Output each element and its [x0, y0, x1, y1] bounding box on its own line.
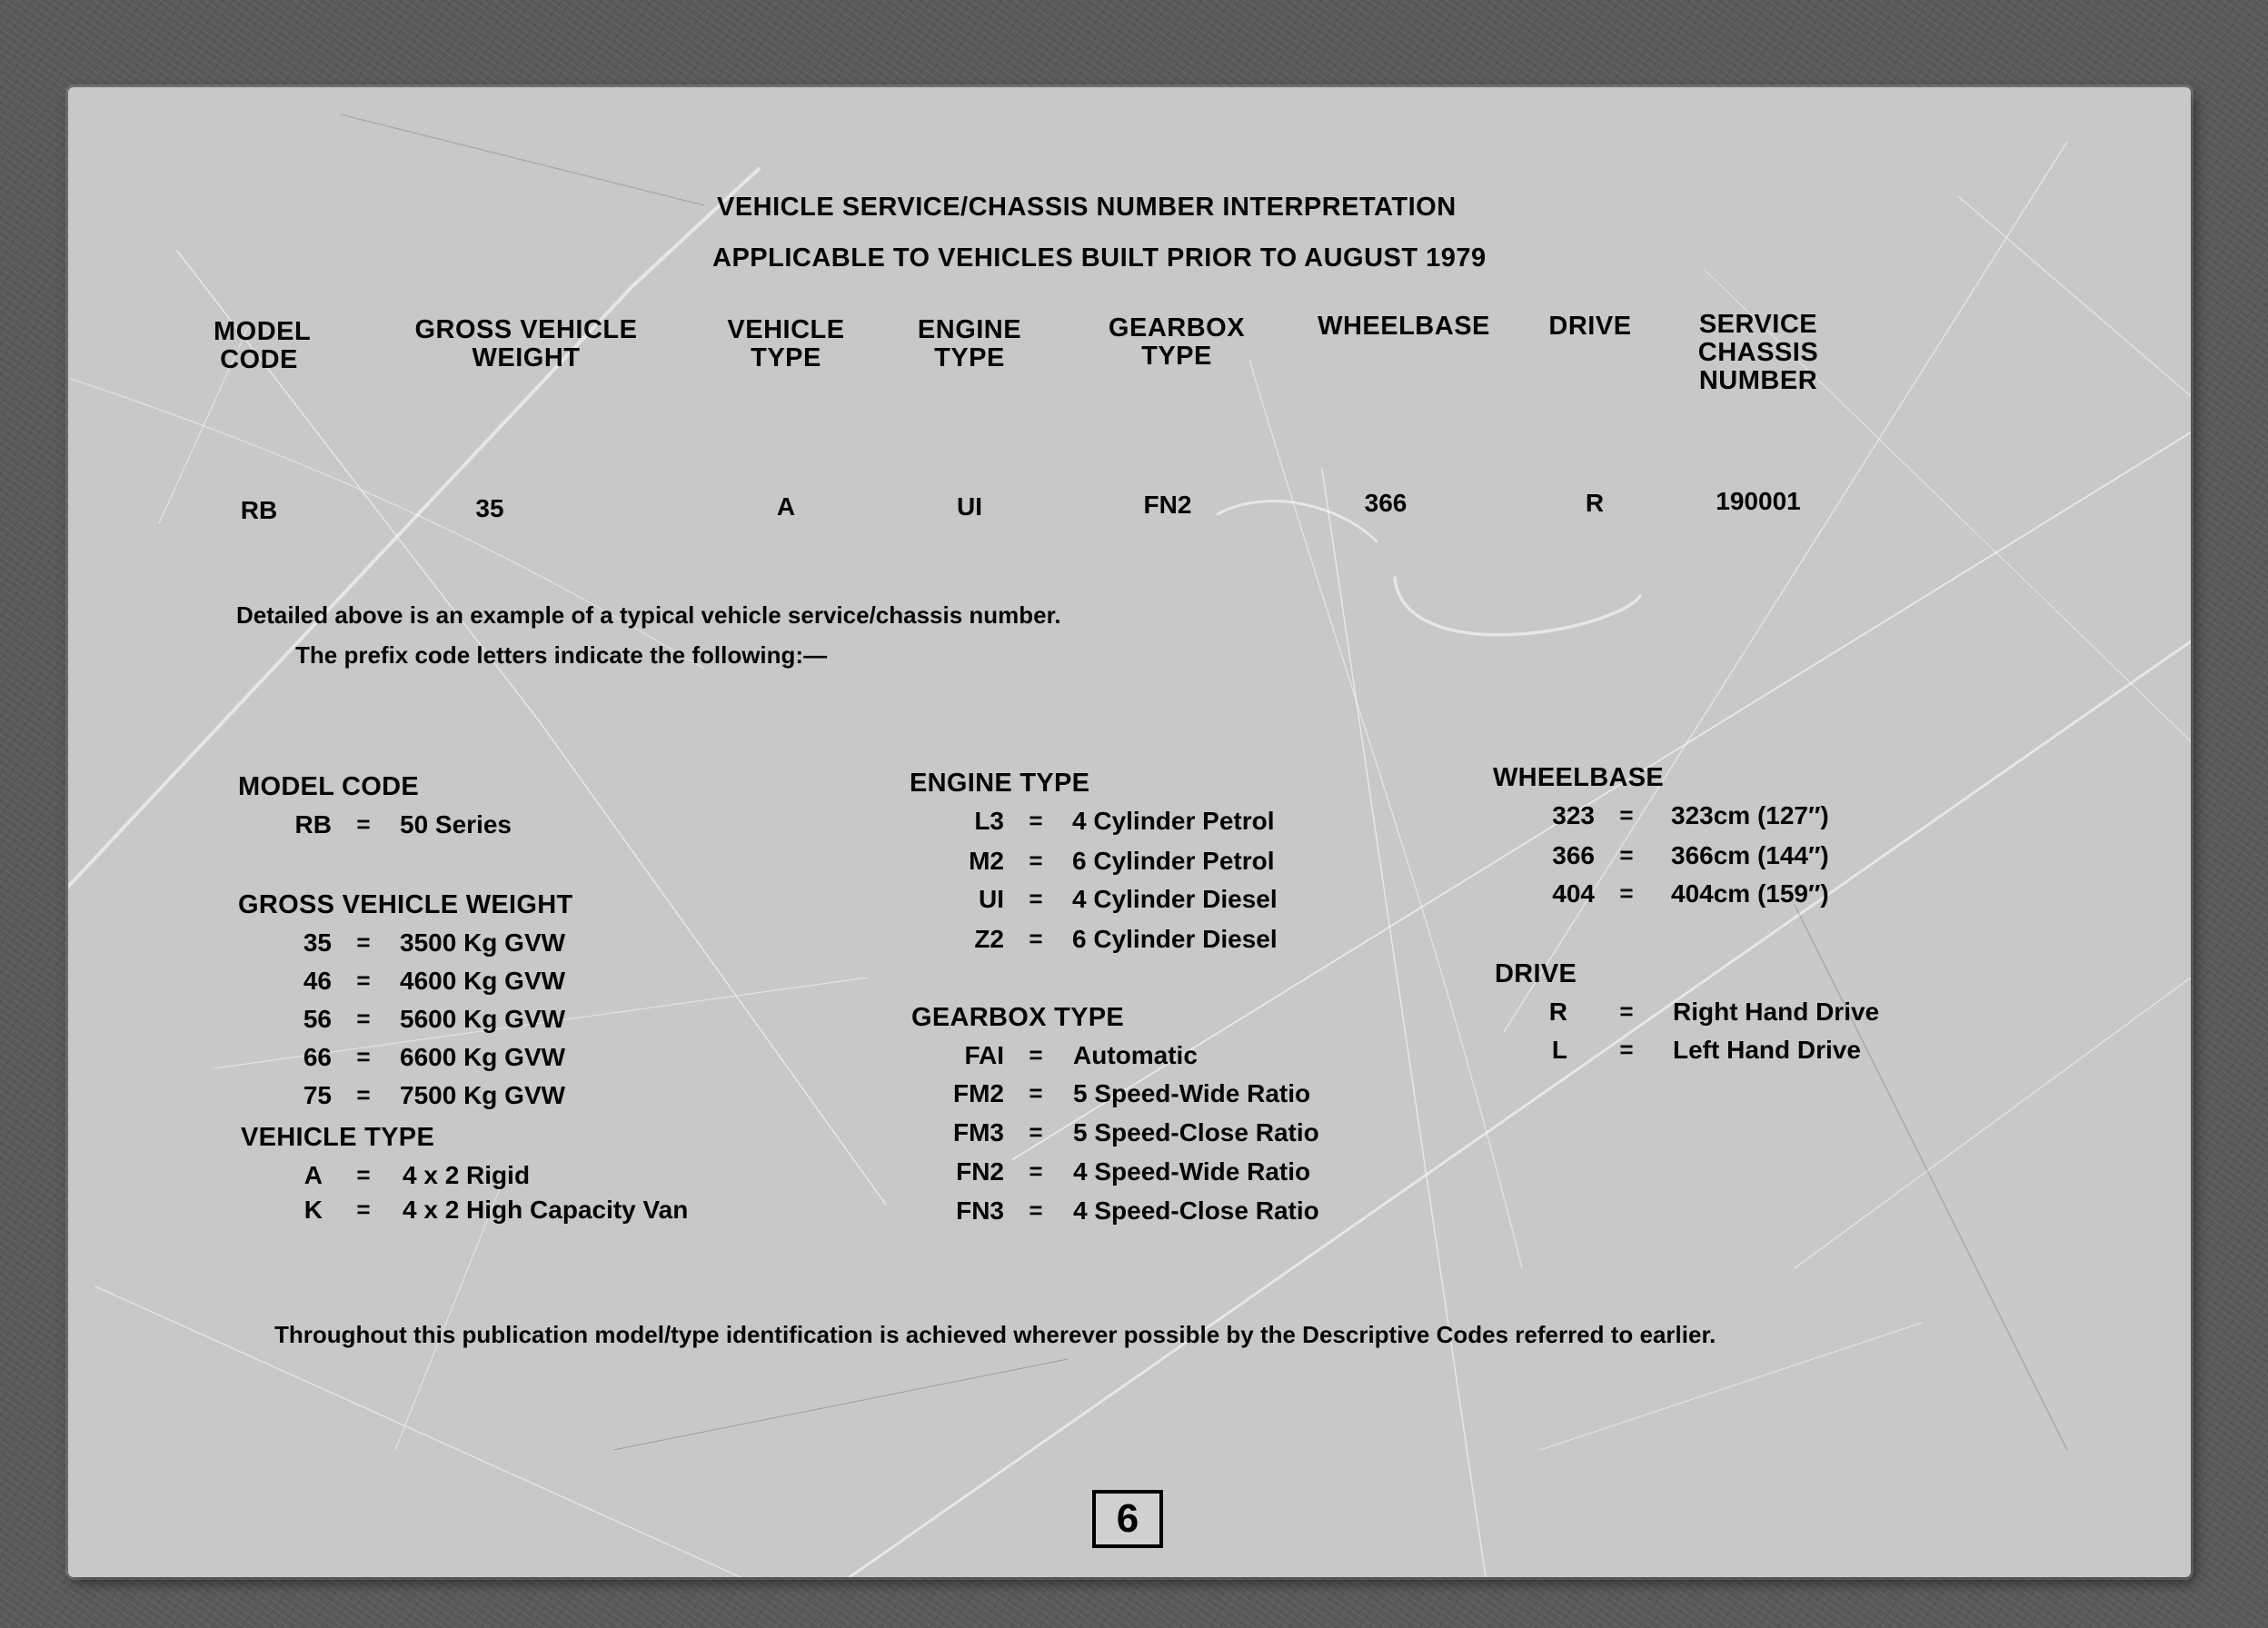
vehicle-type-description: 4 x 2 Rigid: [403, 1161, 531, 1189]
example-drive: R: [1585, 489, 1605, 517]
document-card: [68, 87, 2191, 1577]
gvw-description: 4600 Kg GVW: [400, 967, 566, 995]
page-number: 6: [1092, 1490, 1163, 1548]
header-gearbox-type: GEARBOX TYPE: [1108, 313, 1246, 371]
example-wheelbase: 366: [1364, 489, 1408, 517]
model-code-description: 50 Series: [400, 810, 512, 839]
equals-sign: =: [356, 967, 371, 994]
engine-type-code: L3: [974, 807, 1004, 835]
equals-sign: =: [356, 1161, 371, 1188]
gearbox-type-code: FN3: [956, 1196, 1004, 1225]
equals-sign: =: [1619, 879, 1634, 907]
engine-type-description: 6 Cylinder Petrol: [1072, 847, 1275, 875]
equals-sign: =: [1619, 998, 1634, 1025]
engine-type-description: 4 Cylinder Petrol: [1072, 807, 1275, 835]
equals-sign: =: [1029, 1196, 1043, 1224]
example-vehicle-type: A: [776, 492, 796, 521]
section-heading-vehicle-type: VEHICLE TYPE: [241, 1123, 435, 1152]
gearbox-type-code: FM2: [953, 1079, 1004, 1107]
equals-sign: =: [1029, 1118, 1043, 1146]
intro-line-2: The prefix code letters indicate the following:—: [295, 641, 828, 669]
equals-sign: =: [356, 1081, 371, 1108]
equals-sign: =: [356, 810, 371, 838]
wheelbase-description: 404cm (159″): [1671, 879, 1829, 908]
equals-sign: =: [1029, 925, 1043, 952]
gvw-code: 66: [303, 1043, 332, 1071]
example-engine-type: UI: [957, 492, 982, 521]
gvw-description: 7500 Kg GVW: [400, 1081, 566, 1109]
footer-note: Throughout this publication model/type identification is achieved wherever possible by the Descriptive Codes referred to earlier.: [274, 1321, 1716, 1348]
gvw-description: 6600 Kg GVW: [400, 1043, 566, 1071]
gvw-code: 46: [303, 967, 332, 995]
equals-sign: =: [1029, 1079, 1043, 1107]
gearbox-type-description: 4 Speed-Wide Ratio: [1073, 1157, 1311, 1186]
header-gross-vehicle-weight: GROSS VEHICLE WEIGHT: [414, 315, 638, 372]
wheelbase-code: 366: [1552, 841, 1595, 869]
gvw-code: 56: [303, 1005, 332, 1033]
header-engine-type: ENGINE TYPE: [917, 315, 1022, 372]
header-drive: DRIVE: [1548, 312, 1632, 341]
engine-type-code: M2: [969, 847, 1004, 875]
engine-type-description: 6 Cylinder Diesel: [1072, 925, 1278, 953]
example-service-chassis-number: 190001: [1716, 487, 1801, 515]
gearbox-type-code: FM3: [953, 1118, 1004, 1147]
gearbox-type-description: 5 Speed-Close Ratio: [1073, 1118, 1319, 1147]
example-model-code: RB: [240, 496, 278, 524]
header-service-chassis-number: SERVICE CHASSIS NUMBER: [1697, 310, 1819, 395]
document-title: VEHICLE SERVICE/CHASSIS NUMBER INTERPRETATION: [717, 193, 1457, 222]
wheelbase-description: 323cm (127″): [1671, 801, 1829, 829]
section-heading-model-code: MODEL CODE: [238, 772, 420, 801]
drive-code: L: [1551, 1036, 1567, 1064]
equals-sign: =: [1619, 801, 1634, 829]
gearbox-type-description: 5 Speed-Wide Ratio: [1073, 1079, 1311, 1107]
example-gearbox-type: FN2: [1143, 491, 1192, 519]
wheelbase-description: 366cm (144″): [1671, 841, 1829, 869]
section-heading-gearbox-type: GEARBOX TYPE: [911, 1003, 1125, 1032]
drive-description: Right Hand Drive: [1673, 998, 1880, 1026]
engine-type-code: UI: [979, 885, 1004, 913]
engine-type-code: Z2: [974, 925, 1004, 953]
section-heading-drive: DRIVE: [1495, 959, 1577, 988]
equals-sign: =: [1619, 1036, 1634, 1063]
wheelbase-code: 404: [1552, 879, 1595, 908]
equals-sign: =: [1029, 1157, 1043, 1185]
gvw-code: 35: [303, 928, 332, 957]
equals-sign: =: [356, 1196, 371, 1223]
section-heading-engine-type: ENGINE TYPE: [910, 769, 1090, 798]
example-gross-vehicle-weight: 35: [475, 494, 504, 522]
drive-description: Left Hand Drive: [1673, 1036, 1861, 1064]
gearbox-type-code: FAI: [964, 1041, 1004, 1069]
wheelbase-code: 323: [1552, 801, 1595, 829]
header-vehicle-type: VEHICLE TYPE: [727, 315, 845, 372]
drive-code: R: [1548, 998, 1567, 1026]
engine-type-description: 4 Cylinder Diesel: [1072, 885, 1278, 913]
gvw-description: 5600 Kg GVW: [400, 1005, 566, 1033]
equals-sign: =: [1619, 841, 1634, 869]
section-heading-wheelbase: WHEELBASE: [1493, 763, 1664, 792]
equals-sign: =: [1029, 807, 1043, 834]
gearbox-type-description: 4 Speed-Close Ratio: [1073, 1196, 1319, 1225]
section-heading-gross-vehicle-weight: GROSS VEHICLE WEIGHT: [238, 890, 573, 919]
document-subtitle: APPLICABLE TO VEHICLES BUILT PRIOR TO AUGUST 1979: [712, 243, 1487, 273]
equals-sign: =: [1029, 847, 1043, 874]
header-wheelbase: WHEELBASE: [1318, 312, 1490, 341]
equals-sign: =: [1029, 885, 1043, 912]
vehicle-type-code: A: [303, 1161, 323, 1189]
equals-sign: =: [356, 928, 371, 956]
vehicle-type-description: 4 x 2 High Capacity Van: [403, 1196, 689, 1224]
equals-sign: =: [356, 1043, 371, 1070]
equals-sign: =: [1029, 1041, 1043, 1068]
intro-line-1: Detailed above is an example of a typical vehicle service/chassis number.: [236, 601, 1061, 629]
gearbox-type-description: Automatic: [1073, 1041, 1198, 1069]
model-code-key: RB: [294, 810, 332, 839]
vehicle-type-code: K: [303, 1196, 323, 1224]
header-model-code: MODEL CODE: [214, 317, 312, 374]
equals-sign: =: [356, 1005, 371, 1032]
gvw-description: 3500 Kg GVW: [400, 928, 566, 957]
gearbox-type-code: FN2: [956, 1157, 1004, 1186]
gvw-code: 75: [303, 1081, 332, 1109]
